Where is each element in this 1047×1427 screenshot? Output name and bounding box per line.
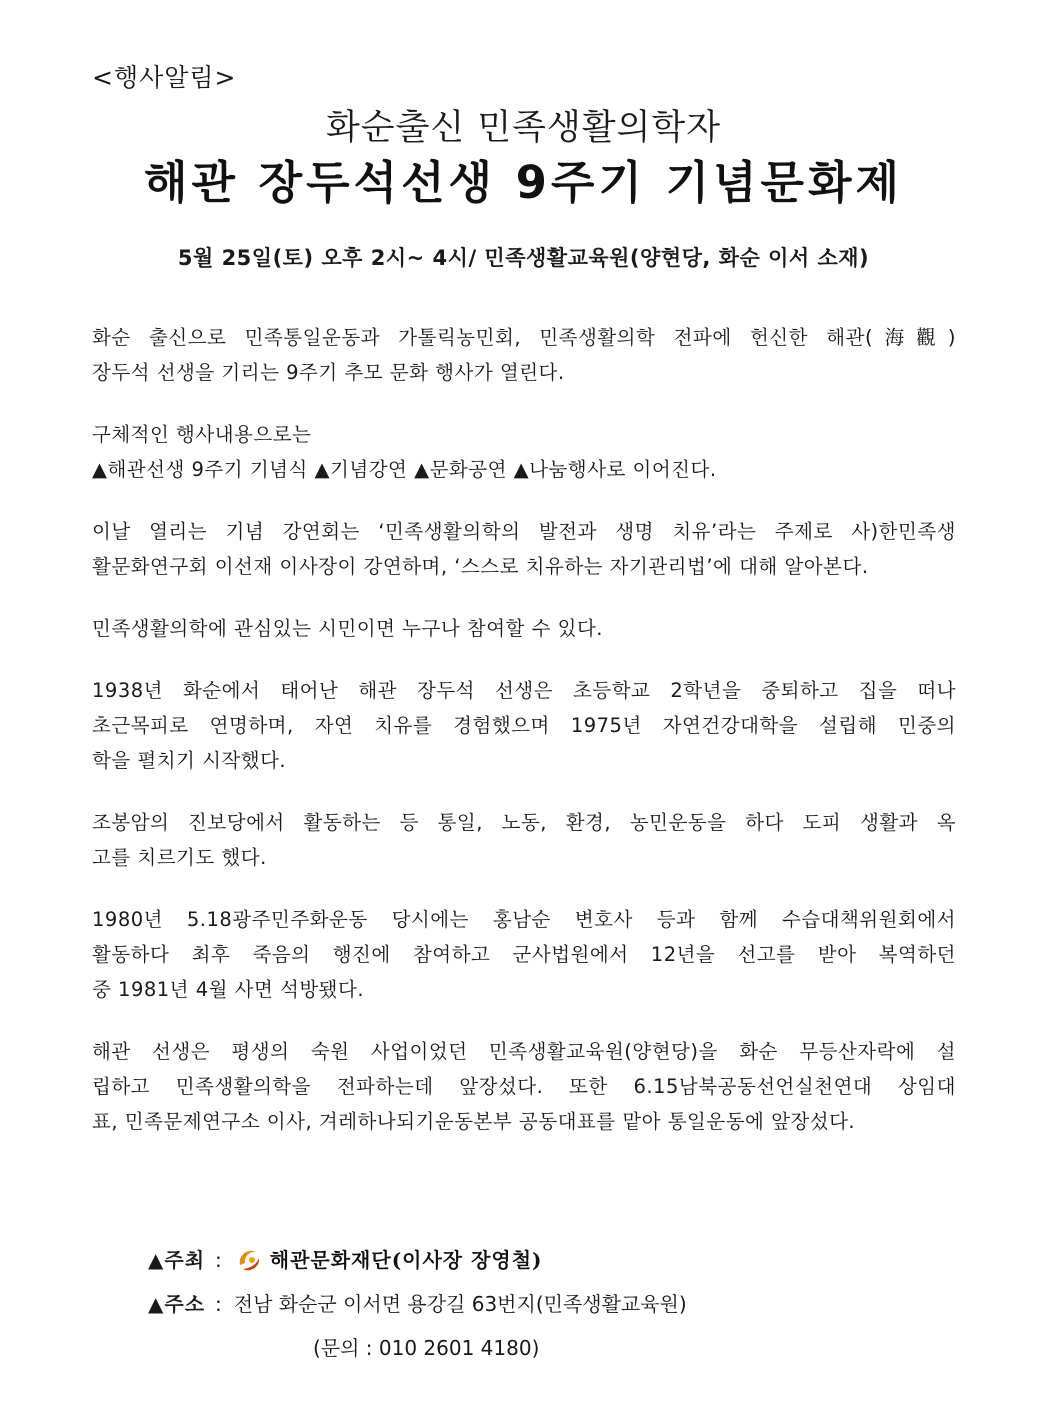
- article-body: [92, 320, 956, 1166]
- foundation-emblem-icon: [234, 1245, 264, 1275]
- paragraph-line: 학을 펼치기 시작했다.: [92, 749, 287, 772]
- event-info: [148, 1238, 687, 1370]
- paragraph: [92, 1034, 956, 1139]
- paragraph-line: 초근목피로 연명하며, 자연 치유를 경험했으며 1975년 자연건강대학을 설립해 민중의: [92, 714, 956, 737]
- address-text: 전남 화순군 이서면 용강길 63번지(민족생활교육원): [233, 1292, 687, 1316]
- event-notice-tag: <행사알림>: [92, 63, 237, 92]
- paragraph-line: 해관 선생은 평생의 숙원 사업이었던 민족생활교육원(양현당)을 화순 무등산자락에 설: [92, 1040, 956, 1063]
- paragraph-line: 민족생활의학에 관심있는 시민이면 누구나 참여할 수 있다.: [92, 617, 603, 640]
- address-row: [148, 1282, 687, 1326]
- event-datetime-location: 5월 25일(토) 오후 2시~ 4시/ 민족생활교육원(양현당, 화순 이서 소재): [177, 246, 870, 270]
- address-label: ▲주소: [148, 1292, 206, 1316]
- address-colon: :: [215, 1292, 222, 1316]
- host-colon: :: [215, 1248, 222, 1272]
- paragraph: [92, 320, 956, 390]
- paragraph: [92, 417, 956, 487]
- paragraph-line: ▲해관선생 9주기 기념식 ▲기념강연 ▲문화공연 ▲나눔행사로 이어진다.: [92, 458, 717, 481]
- paragraph-line: 이날 열리는 기념 강연회는 ‘민족생활의학의 발전과 생명 치유’라는 주제로 사)한민족생: [92, 520, 956, 543]
- paragraph-line: 표, 민족문제연구소 이사, 겨레하나되기운동본부 공동대표를 맡아 통일운동에 앞장섰다.: [92, 1110, 856, 1133]
- page-title: 해관 장두석선생 9주기 기념문화제: [144, 156, 903, 209]
- paragraph-line: 활문화연구회 이선재 이사장이 강연하며, ‘스스로 치유하는 자기관리법’에 대해 알아본다.: [92, 555, 869, 578]
- host-label: ▲주최: [148, 1248, 206, 1272]
- paragraph-line: 구체적인 행사내용으로는: [92, 423, 312, 446]
- paragraph-line: 화순 출신으로 민족통일운동과 가톨릭농민회, 민족생활의학 전파에 헌신한 해관(海觀): [92, 326, 956, 349]
- paragraph-line: 립하고 민족생활의학을 전파하는데 앞장섰다. 또한 6.15남북공동선언실천연대 상임대: [92, 1075, 956, 1098]
- paragraph-line: 고를 치르기도 했다.: [92, 846, 267, 869]
- paragraph: [92, 805, 956, 875]
- contact-row: [148, 1326, 687, 1370]
- paragraph-line: 1980년 5.18광주민주화운동 당시에는 홍남순 변호사 등과 함께 수습대책위원회에서: [92, 908, 956, 931]
- paragraph-line: 조봉암의 진보당에서 활동하는 등 통일, 노동, 환경, 농민운동을 하다 도피 생활과 옥: [92, 811, 956, 834]
- subtitle: 화순출신 민족생활의학자: [325, 108, 722, 148]
- paragraph-line: 활동하다 최후 죽음의 행진에 참여하고 군사법원에서 12년을 선고를 받아 복역하던: [92, 943, 956, 966]
- host-row: [148, 1238, 687, 1282]
- paragraph-line: 중 1981년 4월 사면 석방됐다.: [92, 978, 365, 1001]
- paragraph: [92, 902, 956, 1007]
- paragraph-line: 장두석 선생을 기리는 9주기 추모 문화 행사가 열린다.: [92, 361, 565, 384]
- paragraph: [92, 673, 956, 778]
- paragraph: [92, 514, 956, 584]
- contact-text: (문의 : 010 2601 4180): [313, 1336, 540, 1360]
- paragraph-line: 1938년 화순에서 태어난 해관 장두석 선생은 초등학교 2학년을 중퇴하고 집을 떠나: [92, 679, 956, 702]
- foundation-logo: [234, 1240, 543, 1280]
- paragraph: [92, 611, 956, 646]
- foundation-name: 해관문화재단(이사장 장영철): [269, 1248, 543, 1272]
